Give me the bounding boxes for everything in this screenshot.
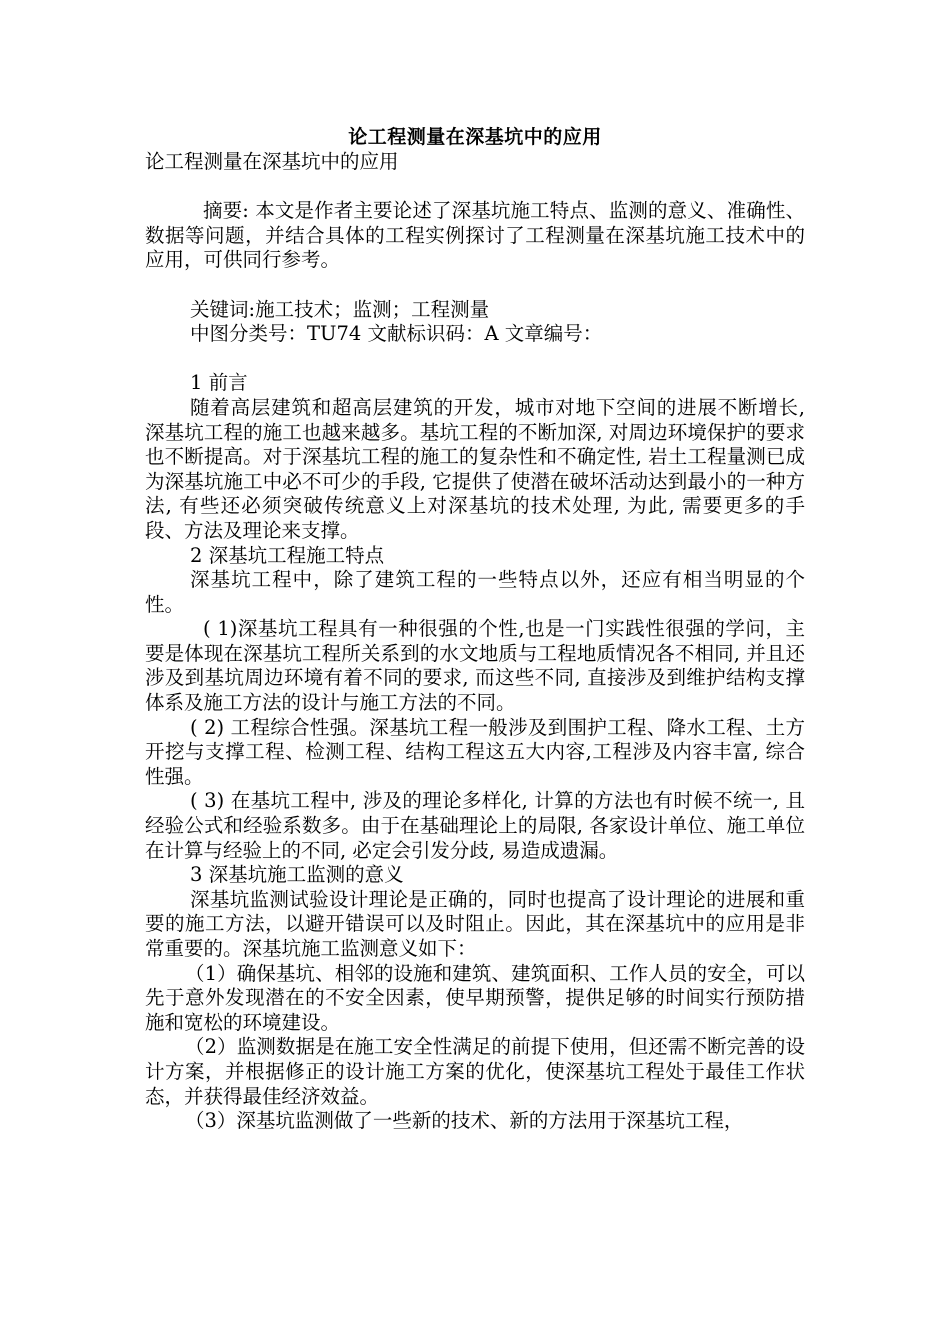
body-paragraph: 深基坑监测试验设计理论是正确的，同时也提高了设计理论的进展和重要的施工方法，以避开错误可以及时阻止。因此，其在深基坑中的应用是非常重要的。深基坑施工监测意义如下： — [145, 887, 805, 960]
document-page — [145, 124, 805, 1134]
list-paragraph: ( 1)深基坑工程具有一种很强的个性,也是一门实践性很强的学问，主要是体现在深基坑工程所关系到的水文地质与工程地质情况各不相同, 并且还涉及到基坑周边环境有着不同的要求, 而这些不同, 直接涉及到维护结构支撑体系及施工方法的设计与施工方法的不同。 — [145, 617, 805, 715]
section-heading: 2 深基坑工程施工特点 — [190, 543, 385, 567]
keywords-line: 关键词:施工技术；监测；工程测量 — [190, 297, 490, 321]
document-title: 论工程测量在深基坑中的应用 — [348, 126, 602, 148]
abstract-paragraph: 摘要: 本文是作者主要论述了深基坑施工特点、监测的意义、准确性、数据等问题，并结合具体的工程实例探讨了工程测量在深基坑施工技术中的应用，可供同行参考。 — [145, 199, 805, 272]
body-paragraph: 随着高层建筑和超高层建筑的开发，城市对地下空间的进展不断增长, 深基坑工程的施工也越来越多。基坑工程的不断加深, 对周边环境保护的要求也不断提高。对于深基坑工程的施工的复杂性和不确定性, 岩土工程量测已成为深基坑施工中必不可少的手段, 它提供了使潜在破坏活动达到最小的一种方法, 有些还必须突破传统意义上对深基坑的技术处理, 为此, 需要更多的手段、方法及理论来支撑。 — [145, 395, 805, 542]
section-heading: 1 前言 — [190, 371, 248, 395]
list-paragraph: （3）深基坑监测做了一些新的技术、新的方法用于深基坑工程， — [185, 1109, 744, 1133]
blank-line — [145, 347, 805, 372]
list-paragraph: （1）确保基坑、相邻的设施和建筑、建筑面积、工作人员的安全，可以先于意外发现潜在的不安全因素，使早期预警，提供足够的时间实行预防措施和宽松的环境建设。 — [145, 961, 805, 1034]
list-paragraph: ( 3) 在基坑工程中, 涉及的理论多样化, 计算的方法也有时候不统一, 且经验公式和经验系数多。由于在基础理论上的局限, 各家设计单位、施工单位在计算与经验上的不同, 必定会引发分歧, 易造成遗漏。 — [145, 789, 805, 862]
blank-line — [145, 273, 805, 298]
blank-line — [145, 175, 805, 200]
classification-line: 中图分类号：TU74 文献标识码：A 文章编号： — [190, 322, 603, 346]
list-paragraph: （2）监测数据是在施工安全性满足的前提下使用，但还需不断完善的设计方案，并根据修正的设计施工方案的优化，使深基坑工程处于最佳工作状态，并获得最佳经济效益。 — [145, 1035, 805, 1108]
body-paragraph: 深基坑工程中，除了建筑工程的一些特点以外，还应有相当明显的个性。 — [145, 568, 805, 616]
document-subtitle: 论工程测量在深基坑中的应用 — [145, 150, 399, 173]
list-paragraph: ( 2) 工程综合性强。深基坑工程一般涉及到围护工程、降水工程、土方开挖与支撑工程、检测工程、结构工程这五大内容,工程涉及内容丰富, 综合性强。 — [145, 715, 805, 788]
section-heading: 3 深基坑施工监测的意义 — [190, 863, 404, 887]
